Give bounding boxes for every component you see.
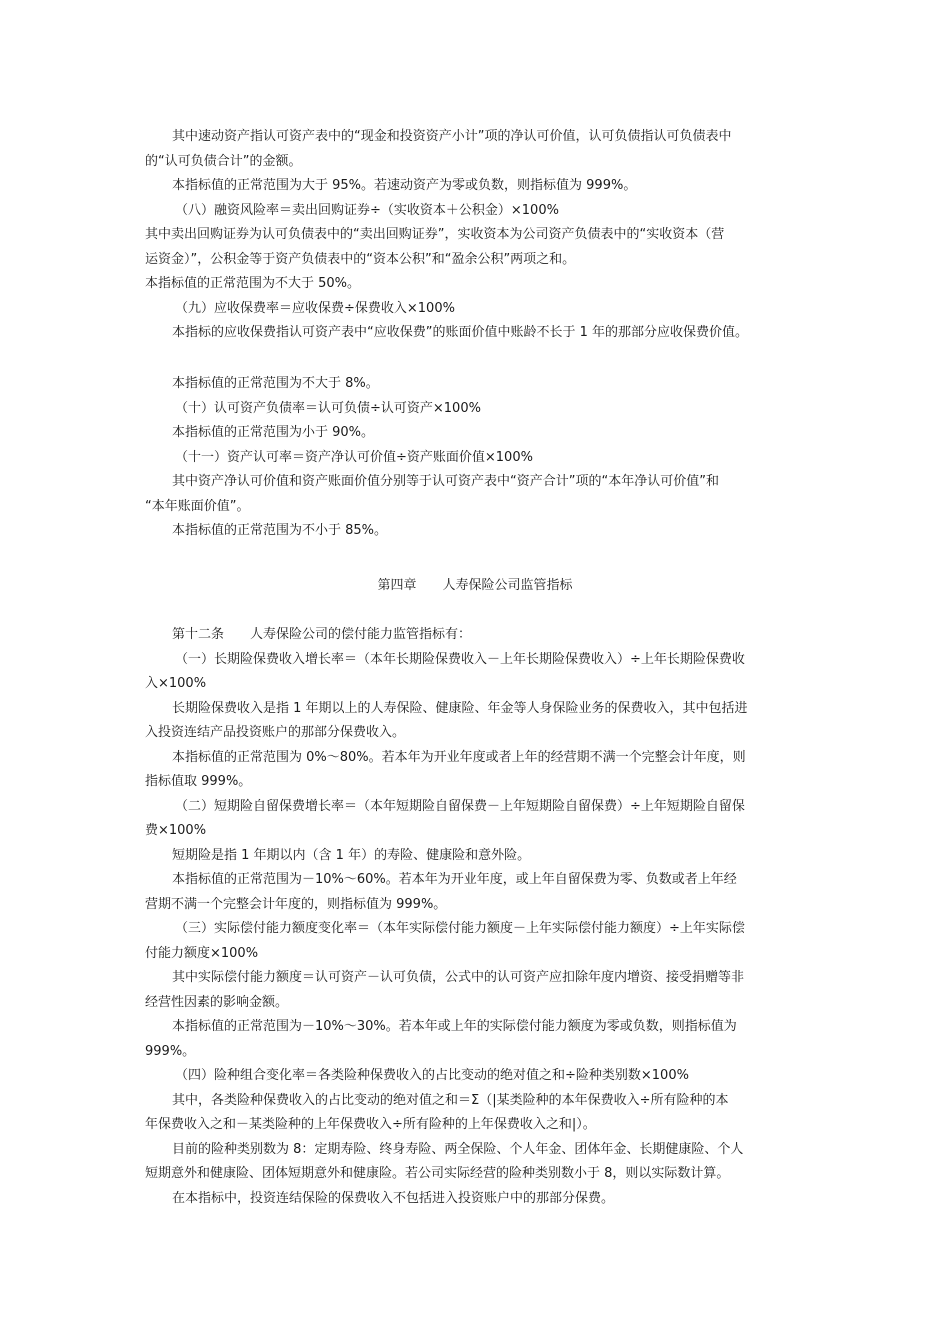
formula-line: 费×100% — [145, 823, 207, 838]
paragraph-line: 经营性因素的影响金额。 — [145, 994, 289, 1010]
paragraph-line: “本年账面价值”。 — [145, 498, 250, 514]
paragraph-line: 本指标值的正常范围为－10%～30%。若本年或上年的实际偿付能力额度为零或负数，则指标值为 — [172, 1019, 737, 1034]
paragraph-line: 的“认可负债合计”的金额。 — [145, 153, 302, 169]
formula-line: 入×100% — [145, 676, 207, 691]
paragraph-line: 其中卖出回购证券为认可负债表中的“卖出回购证券”，实收资本为公司资产负债表中的“实收资本（营 — [145, 227, 725, 242]
formula-line: （二）短期险自留保费增长率＝（本年短期险自留保费－上年短期险自留保费）÷上年短期险自留保 — [175, 798, 745, 814]
formula-line: 付能力额度×100% — [145, 945, 259, 961]
paragraph-line: 入投资连结产品投资账户的那部分保费收入。 — [145, 725, 406, 740]
paragraph-line: 其中资产净认可价值和资产账面价值分别等于认可资产表中“资产合计”项的“本年净认可价值”和 — [172, 474, 719, 489]
paragraph-line: 长期险保费收入是指 1 年期以上的人寿保险、健康险、年金等人身保险业务的保费收入，其中包括进 — [172, 700, 748, 716]
paragraph-line: 年保费收入之和－某类险种的上年保费收入÷所有险种的上年保费收入之和|）。 — [145, 1117, 596, 1132]
paragraph-line: 本指标值的正常范围为－10%～60%。若本年为开业年度，或上年自留保费为零、负数或者上年经 — [172, 872, 737, 887]
paragraph-line: 其中实际偿付能力额度＝认可资产－认可负债，公式中的认可资产应扣除年度内增资、接受捐赠等非 — [172, 970, 745, 985]
paragraph-line: 目前的险种类别数为 8：定期寿险、终身寿险、两全保险、个人年金、团体年金、长期健康险、个人 — [172, 1141, 744, 1157]
article-heading: 第十二条 人寿保险公司的偿付能力监管指标有： — [172, 627, 472, 642]
paragraph-line: 其中，各类险种保费收入的占比变动的绝对值之和＝Σ（|某类险种的本年保费收入÷所有险种的本 — [172, 1092, 729, 1108]
paragraph-line: 本指标值的正常范围为小于 90%。 — [172, 425, 375, 440]
paragraph-line: 本指标值的正常范围为 0%～80%。若本年为开业年度或者上年的经营期不满一个完整会计年度，则 — [172, 749, 746, 765]
paragraph-line: 营期不满一个完整会计年度的，则指标值为 999%。 — [145, 896, 447, 912]
paragraph-line: 其中速动资产指认可资产表中的“现金和投资资产小计”项的净认可价值，认可负债指认可负债表中 — [172, 129, 732, 144]
formula-line: （十一）资产认可率＝资产净认可价值÷资产账面价值×100% — [175, 449, 533, 465]
section-life-insurance-indicators — [145, 623, 825, 1211]
paragraph-line: 短期险是指 1 年期以内（含 1 年）的寿险、健康险和意外险。 — [172, 847, 531, 863]
paragraph-line: 本指标值的正常范围为不大于 8%。 — [172, 376, 379, 391]
formula-line: （十）认可资产负债率＝认可负债÷认可资产×100% — [175, 400, 481, 416]
chapter-heading: 第四章 人寿保险公司监管指标 — [377, 578, 573, 593]
formula-line: （三）实际偿付能力额度变化率＝（本年实际偿付能力额度－上年实际偿付能力额度）÷上年实际偿 — [175, 921, 745, 936]
paragraph-line: 短期意外和健康险、团体短期意外和健康险。若公司实际经营的险种类别数小于 8，则以实际数计算。 — [145, 1166, 730, 1181]
paragraph-line: 本指标值的正常范围为不大于 50%。 — [145, 276, 361, 291]
formula-line: （一）长期险保费收入增长率＝（本年长期险保费收入－上年长期险保费收入）÷上年长期险保费收 — [175, 651, 745, 667]
formula-line: （四）险种组合变化率＝各类险种保费收入的占比变动的绝对值之和÷险种类别数×100% — [175, 1068, 689, 1083]
paragraph-line: 本指标值的正常范围为不小于 85%。 — [172, 523, 388, 538]
paragraph-line: 运资金）”，公积金等于资产负债表中的“资本公积”和“盈余公积”两项之和。 — [145, 251, 576, 267]
paragraph-line: 指标值取 999%。 — [145, 774, 252, 789]
paragraph-line: 本指标值的正常范围为大于 95%。若速动资产为零或负数，则指标值为 999%。 — [172, 178, 637, 193]
formula-line: （九）应收保费率＝应收保费÷保费收入×100% — [175, 300, 455, 316]
formula-line: （八）融资风险率＝卖出回购证券÷（实收资本＋公积金）×100% — [175, 202, 559, 218]
paragraph-line: 999%。 — [145, 1043, 196, 1059]
paragraph-line: 本指标的应收保费指认可资产表中“应收保费”的账面价值中账龄不长于 1 年的那部分应收保费价值。 — [172, 325, 749, 340]
section-asset-ratios — [145, 372, 825, 544]
paragraph-line: 在本指标中，投资连结保险的保费收入不包括进入投资账户中的那部分保费。 — [172, 1190, 615, 1206]
section-liquidity-financing — [145, 125, 825, 346]
